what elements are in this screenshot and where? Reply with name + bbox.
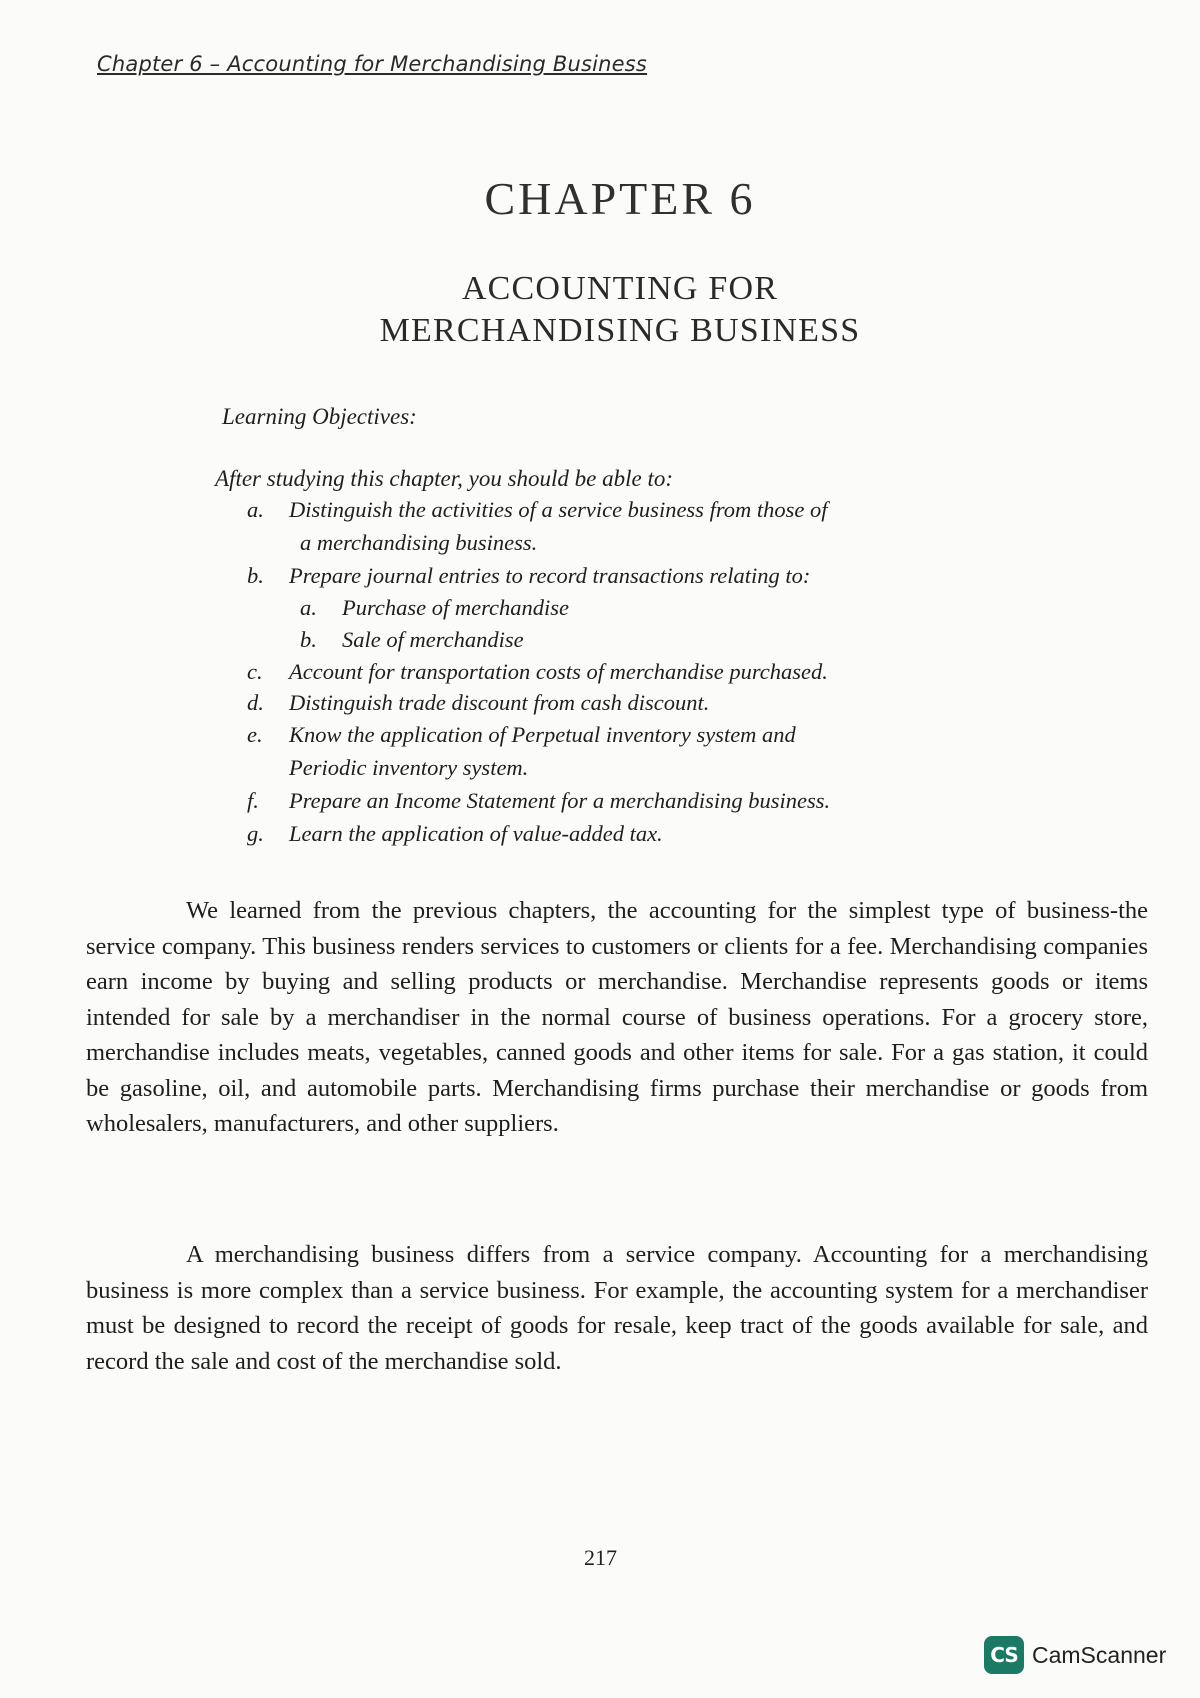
objective-item: d. Distinguish trade discount from cash discount.	[247, 690, 710, 715]
chapter-title-line-1: ACCOUNTING FOR	[461, 270, 779, 307]
objective-item: Periodic inventory system.	[289, 755, 529, 780]
camscanner-logo-icon: CS	[984, 1636, 1024, 1674]
objective-item: f. Prepare an Income Statement for a merchandising business.	[247, 788, 831, 813]
camscanner-label: CamScanner	[1032, 1641, 1167, 1668]
objective-item: a. Distinguish the activities of a service business from those of	[247, 497, 828, 522]
objective-subitem: a. Purchase of merchandise	[300, 595, 570, 620]
objective-item: c. Account for transportation costs of merchandise purchased.	[247, 659, 828, 684]
objective-subitem: b. Sale of merchandise	[300, 627, 524, 652]
camscanner-watermark	[984, 1636, 1166, 1674]
objective-item: a merchandising business.	[300, 530, 538, 555]
objective-item: g. Learn the application of value-added tax.	[247, 821, 663, 846]
learning-objectives-label: Learning Objectives:	[222, 404, 417, 429]
objective-item: b. Prepare journal entries to record transactions relating to:	[247, 563, 811, 588]
body-paragraph-1: We learned from the previous chapters, the accounting for the simplest type of business-the service company. This business renders services to customers or clients for a fee. Merchandising companies earn income by buying and selling products or merchandise. Merchandise represents goods or items intended for sale by a merchandiser in the normal course of business operations. For a grocery store, merchandise includes meats, vegetables, canned goods and other items for sale. For a gas station, it could be gasoline, oil, and automobile parts. Merchandising firms purchase their merchandise or goods from wholesalers, manufacturers, and other suppliers.	[86, 897, 1148, 1137]
chapter-title-line-2: MERCHANDISING BUSINESS	[379, 312, 861, 349]
running-header: Chapter 6 – Accounting for Merchandising Business	[97, 52, 648, 76]
learning-objectives-intro: After studying this chapter, you should be able to:	[215, 466, 674, 491]
body-paragraph-2: A merchandising business differs from a service company. Accounting for a merchandising business is more complex than a service business. For example, the accounting system for a merchandiser must be designed to record the receipt of goods for resale, keep tract of the goods available for sale, and record the sale and cost of the merchandise sold.	[86, 1241, 1148, 1375]
objective-item: e. Know the application of Perpetual inventory system and	[247, 722, 796, 747]
page-number: 217	[584, 1545, 617, 1570]
chapter-heading: CHAPTER 6	[484, 173, 756, 224]
